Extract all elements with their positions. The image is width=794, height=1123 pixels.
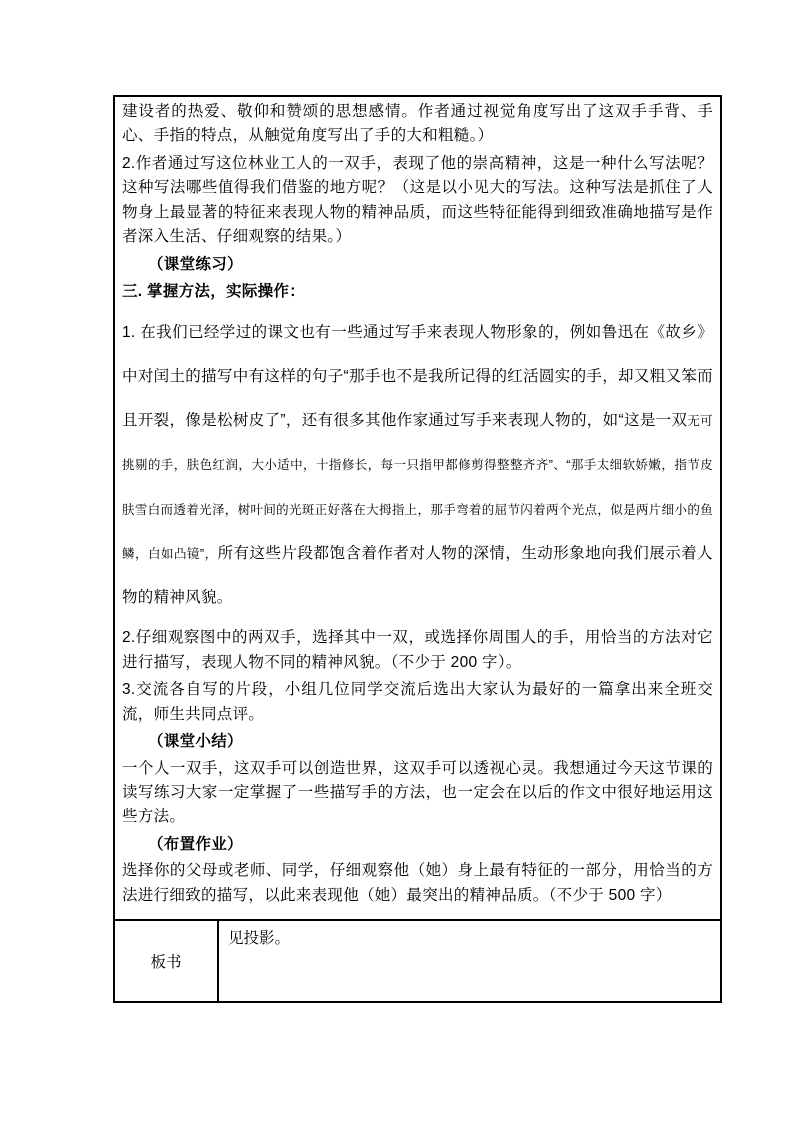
method-item-1	[122, 311, 713, 620]
item1-small-run: 无可挑剔的手，肤色红润，大小适中，十指修长，每一只指甲都修剪得整整齐齐”、“那手太细软娇嫩，指节皮肤雪白而透着光泽，树叶间的光斑正好落在大拇指上，那手弯着的屈节闪着两个光点，似是两片细小的鱼鳞，白如凸镜”，	[122, 414, 713, 561]
board-writing-row	[115, 921, 720, 1001]
board-content-cell	[219, 921, 720, 1001]
board-label: 板书	[150, 954, 182, 972]
board-label-cell	[115, 921, 219, 1001]
homework-heading: （布置作业）	[148, 835, 243, 853]
homework-paragraph: 选择你的父母或老师、同学，仔细观察他（她）身上最有特征的一部分，用恰当的方法进行细致的描写，以此来表现他（她）最突出的精神品质。（不少于 500 字）	[122, 862, 713, 904]
item1-normal-run-2: 所有这些片段都饱含着作者对人物的深情，生动形象地向我们展示着人物的精神风貌。	[122, 544, 713, 606]
classroom-summary-heading: （课堂小结）	[148, 733, 243, 751]
item1-normal-run-1: 1. 在我们已经学过的课文也有一些通过写手来表现人物形象的，例如鲁迅在《故乡》中对闰土的描写中有这样的句子“那手也不是我所记得的红活圆实的手，却又粗又笨而且开裂，像是松树皮了”，还有很多其他作家通过写手来表现人物的，如“这是一双	[122, 323, 713, 430]
paragraph-question-2: 2.作者通过写这位林业工人的一双手，表现了他的崇高精神，这是一种什么写法呢？这种写法哪些值得我们借鉴的地方呢？（这是以小见大的写法。这种写法是抓住了人物身上最显著的特征来表现人物的精神品质，而这些特征能得到细致准确地描写是作者深入生活、仔细观察的结果。）	[122, 154, 713, 246]
board-content-text: 见投影。	[228, 930, 291, 948]
teaching-process-cell	[115, 97, 720, 921]
classroom-practice-heading: （课堂练习）	[148, 255, 243, 273]
summary-paragraph: 一个人一双手，这双手可以创造世界，这双手可以透视心灵。我想通过今天这节课的读写练习大家一定掌握了一些描写手的方法，也一定会在以后的作文中很好地运用这些方法。	[122, 759, 713, 826]
paragraph-continuation: 建设者的热爱、敬仰和赞颂的思想感情。作者通过视觉角度写出了这双手手背、手心、手指的特点，从触觉角度写出了手的大和粗糙。）	[122, 103, 713, 145]
method-item-3: 3.交流各自写的片段，小组几位同学交流后选出大家认为最好的一篇拿出来全班交流，师生共同点评。	[122, 681, 713, 723]
section-3-heading: 三. 掌握方法，实际操作：	[122, 283, 306, 301]
lesson-plan-table	[113, 95, 722, 1003]
method-item-2: 2.仔细观察图中的两双手，选择其中一双，或选择你周围人的手，用恰当的方法对它进行描写，表现人物不同的精神风貌。（不少于 200 字）。	[122, 629, 713, 671]
